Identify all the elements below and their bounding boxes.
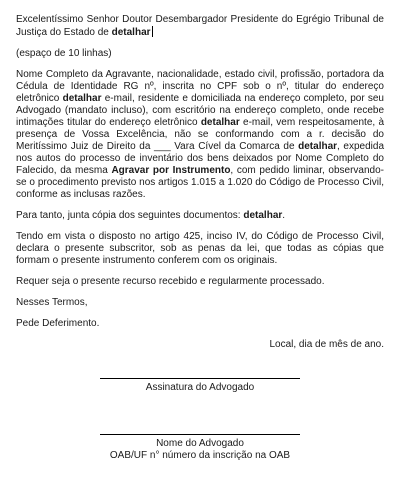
paragraph-request[interactable]: Requer seja o presente recurso recebido e regularmente processado.: [16, 276, 325, 287]
p2-text-a: Para tanto, junta cópia dos seguintes documentos:: [16, 210, 244, 221]
p1-bold-d: detalhar: [200, 117, 240, 128]
p1-text-c: e-mail, residente e domiciliada na endereço completo, por seu Advogado (mandato incluso), com escritório na endereço completo, onde recebe intimações titular do endereço eletrônico: [16, 93, 384, 128]
paragraph-qualification[interactable]: [16, 69, 384, 201]
lawyer-name: Nome do Advogado: [156, 438, 244, 449]
p2-text-c: .: [282, 210, 286, 221]
p1-text-e: e-mail, vem respeitosamente, à presença de Vossa Excelência, não se conformando com a r. decisão do Meritíssimo Juiz de Direito da ___ Vara Cível da Comarca de: [16, 117, 385, 152]
addressee[interactable]: [16, 14, 384, 39]
p1-text-g: , expedida nos autos do processo de inventário dos bens deixados por Nome Completo do Falecido, da mesma: [16, 141, 385, 176]
signature-label: Assinatura do Advogado: [145, 382, 255, 393]
text-cursor: [152, 26, 153, 37]
lawyer-oab: OAB/UF n° número da inscrição na OAB: [109, 450, 291, 461]
p1-text-a: Nome Completo da Agravante, nacionalidade, estado civil, profissão, portadora da Cédula de Identidade RG nº, inscrita no CPF sob o nº, titular do endereço eletrônico: [16, 69, 384, 104]
spacing-note: (espaço de 10 linhas): [16, 48, 112, 59]
p2-bold-b: detalhar: [243, 210, 283, 221]
addressee-bold: detalhar: [111, 27, 151, 38]
addressee-text: Excelentíssimo Senhor Doutor Desembargador Presidente do Egrégio Tribunal de Justiça do Estado de: [16, 14, 384, 38]
closing-terms[interactable]: Nesses Termos,: [16, 297, 88, 308]
paragraph-declaration[interactable]: Tendo em vista o disposto no artigo 425, inciso IV, do Código de Processo Civil, declara o presente subscritor, sob as penas da lei, que todas as cópias que formam o presente instrumento conferem com os originais.: [16, 231, 384, 266]
p1-bold-b: detalhar: [62, 93, 102, 104]
p1-text-i: , com pedido liminar, observando-se o procedimento previsto nos artigos 1.015 a 1.020 do Código de Processo Civil, conforme as inclusas razões.: [16, 165, 384, 200]
name-line: [100, 434, 300, 435]
signature-block: [16, 378, 384, 394]
document-page: [16, 14, 384, 351]
lawyer-id-block: [16, 434, 384, 462]
signature-line: [100, 378, 300, 379]
p1-bold-f: detalhar: [298, 141, 338, 152]
paragraph-documents[interactable]: [16, 210, 384, 222]
place-date[interactable]: Local, dia de mês de ano.: [269, 339, 384, 350]
closing-deferment[interactable]: Pede Deferimento.: [16, 318, 100, 329]
p1-bold-h: Agravar por Instrumento: [111, 165, 231, 176]
